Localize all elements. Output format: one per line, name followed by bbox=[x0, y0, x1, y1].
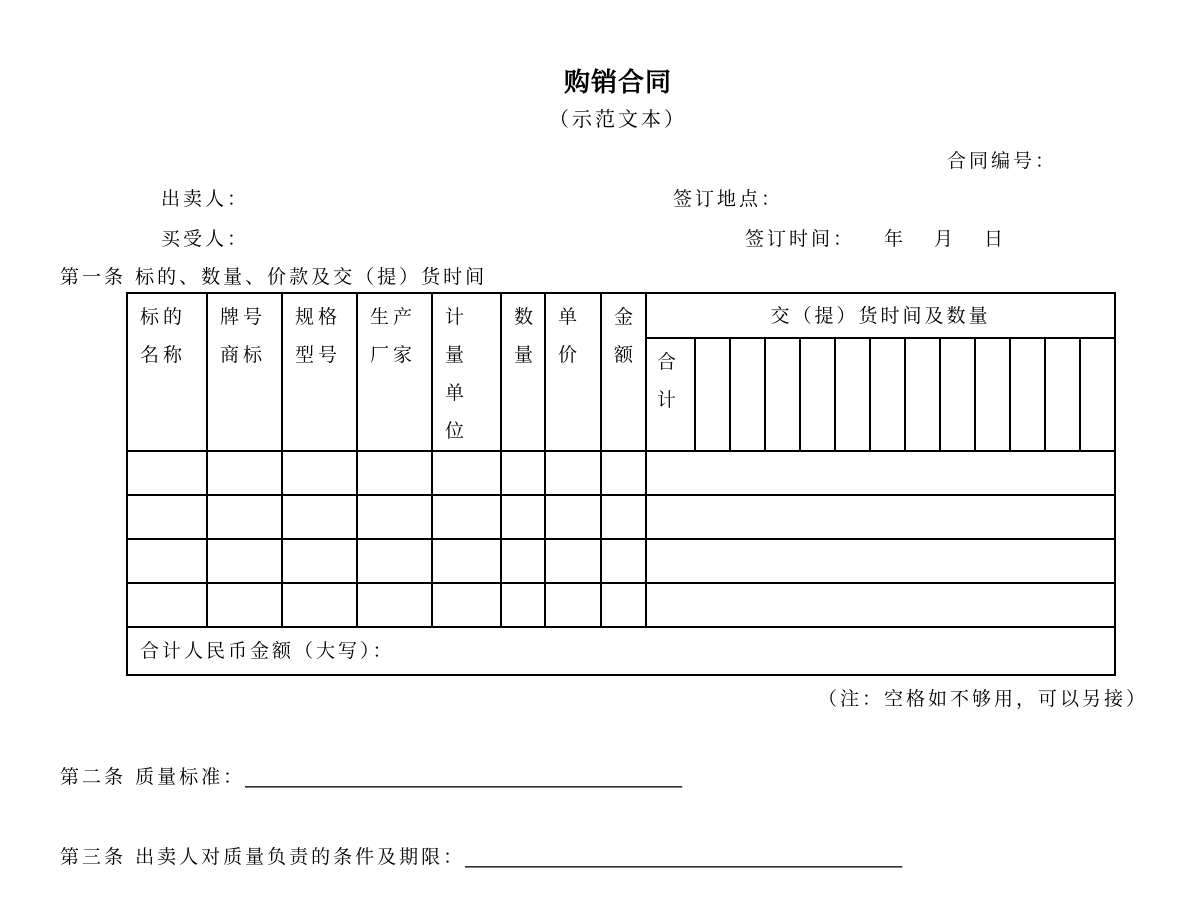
sign-month-label: 月 bbox=[934, 228, 957, 250]
header-manufacturer: 生产 厂家 bbox=[357, 293, 432, 451]
table-cell[interactable] bbox=[357, 495, 432, 539]
table-cell[interactable] bbox=[207, 451, 282, 495]
delivery-cell[interactable] bbox=[646, 539, 1115, 583]
table-cell[interactable] bbox=[282, 539, 357, 583]
delivery-cell[interactable] bbox=[646, 451, 1115, 495]
article3-label: 第三条 bbox=[60, 846, 127, 868]
delivery-cell[interactable] bbox=[646, 583, 1115, 627]
table-cell[interactable] bbox=[601, 583, 646, 627]
table-cell[interactable] bbox=[282, 495, 357, 539]
table-cell[interactable] bbox=[127, 583, 207, 627]
table-row bbox=[127, 495, 1115, 539]
table-cell[interactable] bbox=[127, 495, 207, 539]
table-row bbox=[127, 451, 1115, 495]
table-cell[interactable] bbox=[207, 539, 282, 583]
article1-title: 标的、数量、价款及交（提）货时间 bbox=[135, 266, 488, 288]
delivery-slot bbox=[1045, 338, 1080, 451]
delivery-slot bbox=[835, 338, 870, 451]
table-cell[interactable] bbox=[207, 495, 282, 539]
table-cell[interactable] bbox=[501, 451, 545, 495]
table-cell[interactable] bbox=[601, 539, 646, 583]
buyer-label: 买受人： bbox=[161, 228, 250, 250]
quality-liability-blank[interactable]: ______________________________________________ bbox=[465, 846, 903, 868]
article2-heading bbox=[60, 762, 682, 789]
table-cell[interactable] bbox=[432, 583, 501, 627]
delivery-slot bbox=[730, 338, 765, 451]
table-cell[interactable] bbox=[601, 495, 646, 539]
table-cell[interactable] bbox=[432, 495, 501, 539]
sign-day-label: 日 bbox=[984, 228, 1007, 250]
table-cell[interactable] bbox=[545, 539, 601, 583]
table-cell[interactable] bbox=[501, 495, 545, 539]
header-brand: 牌号 商标 bbox=[207, 293, 282, 451]
table-cell[interactable] bbox=[282, 451, 357, 495]
contract-number-label: 合同编号： bbox=[947, 150, 1058, 172]
sign-year-label: 年 bbox=[884, 228, 907, 250]
document-subtitle: （示范文本） bbox=[549, 107, 687, 131]
header-subtotal: 合 计 bbox=[646, 338, 695, 451]
header-item-name: 标的 名称 bbox=[127, 293, 207, 451]
table-cell[interactable] bbox=[545, 451, 601, 495]
header-unit: 计 量 单 位 bbox=[432, 293, 501, 451]
delivery-slot bbox=[695, 338, 730, 451]
goods-table bbox=[126, 292, 1116, 676]
delivery-slot bbox=[765, 338, 800, 451]
table-cell[interactable] bbox=[501, 539, 545, 583]
delivery-slot bbox=[870, 338, 905, 451]
table-header-row bbox=[127, 293, 1115, 338]
table-cell[interactable] bbox=[357, 451, 432, 495]
header-spec: 规格 型号 bbox=[282, 293, 357, 451]
table-cell[interactable] bbox=[432, 539, 501, 583]
delivery-slot bbox=[1080, 338, 1115, 451]
table-cell[interactable] bbox=[545, 583, 601, 627]
table-cell[interactable] bbox=[127, 451, 207, 495]
article1-heading bbox=[60, 262, 487, 289]
article2-title: 质量标准： bbox=[135, 766, 246, 788]
header-amount: 金 额 bbox=[601, 293, 646, 451]
table-cell[interactable] bbox=[357, 583, 432, 627]
table-cell[interactable] bbox=[282, 583, 357, 627]
sign-time-label: 签订时间： bbox=[745, 228, 856, 250]
table-row bbox=[127, 583, 1115, 627]
article3-title: 出卖人对质量负责的条件及期限： bbox=[135, 846, 466, 868]
table-cell[interactable] bbox=[127, 539, 207, 583]
table-cell[interactable] bbox=[357, 539, 432, 583]
table-cell[interactable] bbox=[601, 451, 646, 495]
delivery-slot bbox=[905, 338, 940, 451]
delivery-slot bbox=[940, 338, 975, 451]
table-row bbox=[127, 539, 1115, 583]
table-cell[interactable] bbox=[501, 583, 545, 627]
delivery-slot bbox=[800, 338, 835, 451]
document-title: 购销合同 bbox=[563, 68, 672, 98]
delivery-slot bbox=[975, 338, 1010, 451]
quality-standard-blank[interactable]: ______________________________________________ bbox=[245, 766, 683, 788]
seller-label: 出卖人： bbox=[161, 188, 250, 210]
sign-place-label: 签订地点： bbox=[673, 188, 784, 210]
total-row bbox=[127, 627, 1115, 675]
delivery-cell[interactable] bbox=[646, 495, 1115, 539]
total-amount-label: 合计人民币金额（大写）： bbox=[127, 627, 1115, 675]
header-quantity: 数 量 bbox=[501, 293, 545, 451]
article3-heading bbox=[60, 842, 902, 869]
table-cell[interactable] bbox=[545, 495, 601, 539]
article1-label: 第一条 bbox=[60, 266, 127, 288]
table-note: （注：空格如不够用，可以另接） bbox=[818, 688, 1149, 710]
header-unit-price: 单 价 bbox=[545, 293, 601, 451]
table-cell[interactable] bbox=[207, 583, 282, 627]
article2-label: 第二条 bbox=[60, 766, 127, 788]
header-delivery: 交（提）货时间及数量 bbox=[646, 293, 1115, 338]
delivery-slot bbox=[1010, 338, 1045, 451]
table-cell[interactable] bbox=[432, 451, 501, 495]
